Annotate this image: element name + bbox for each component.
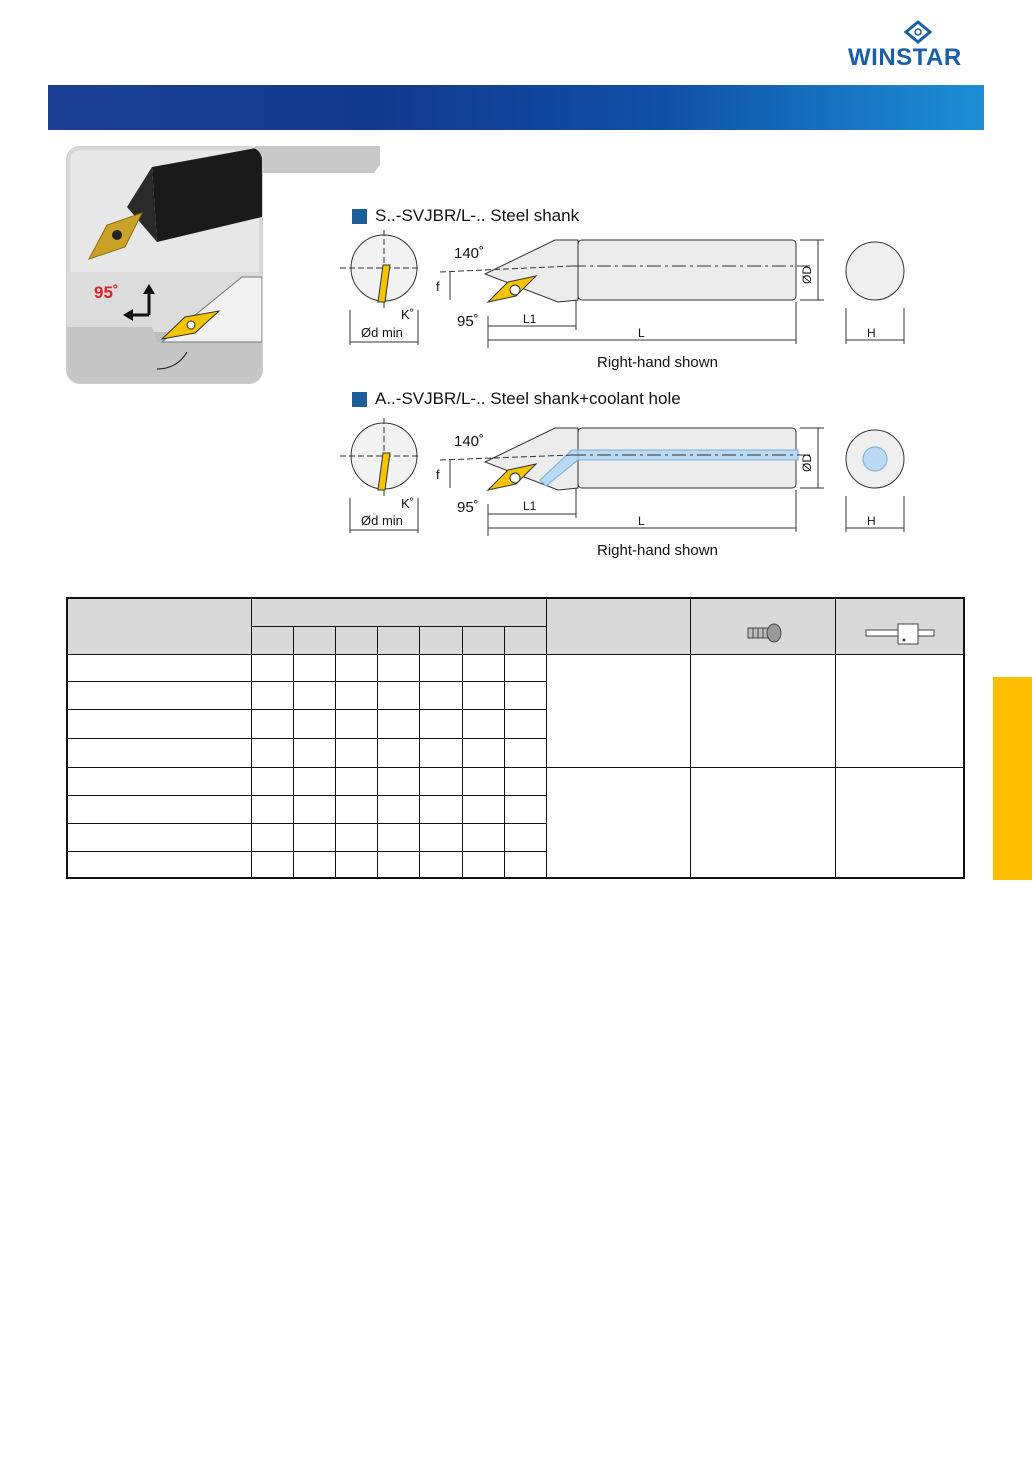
section-side-tab — [993, 677, 1032, 880]
section2-title — [352, 389, 681, 409]
section1-angle-top: 140˚ — [454, 245, 485, 262]
card-tab-strip — [255, 146, 380, 173]
section1-title — [352, 206, 579, 226]
section1-label-k: K˚ — [401, 307, 414, 322]
section1-title-text: S..-SVJBR/L-.. Steel shank — [375, 206, 580, 225]
product-photo-card — [66, 146, 263, 384]
section2-angle-bottom: 95˚ — [457, 499, 479, 516]
section1-label-D: ØD — [800, 266, 814, 284]
section1-label-f: f — [436, 279, 440, 294]
specifications-table — [66, 597, 965, 879]
section1-label-L: L — [638, 326, 645, 340]
section2-label-L1: L1 — [523, 499, 537, 513]
section-square-icon — [352, 209, 367, 224]
tool-illustration — [67, 147, 262, 383]
section2-angle-top: 140˚ — [454, 433, 485, 450]
header-bar — [48, 85, 984, 130]
section1-label-H: H — [867, 326, 876, 340]
brand-name: WINSTAR — [848, 44, 962, 71]
section2-label-k: K˚ — [401, 496, 414, 511]
section1-label-dmin: Ød min — [361, 325, 403, 340]
section2-title-text: A..-SVJBR/L-.. Steel shank+coolant hole — [375, 389, 681, 408]
section2-caption: Right-hand shown — [597, 542, 718, 559]
section1-label-L1: L1 — [523, 312, 537, 326]
section-square-icon — [352, 392, 367, 407]
screw-icon — [744, 623, 784, 643]
approach-angle-label: 95˚ — [94, 283, 119, 302]
section2-label-H: H — [867, 514, 876, 528]
section2-label-L: L — [638, 514, 645, 528]
wrench-icon — [864, 622, 938, 648]
brand-logo — [848, 18, 988, 74]
section1-caption: Right-hand shown — [597, 354, 718, 371]
section2-label-D: ØD — [800, 454, 814, 472]
section2-label-f: f — [436, 467, 440, 482]
section1-angle-bottom: 95˚ — [457, 313, 479, 330]
section2-label-dmin: Ød min — [361, 513, 403, 528]
